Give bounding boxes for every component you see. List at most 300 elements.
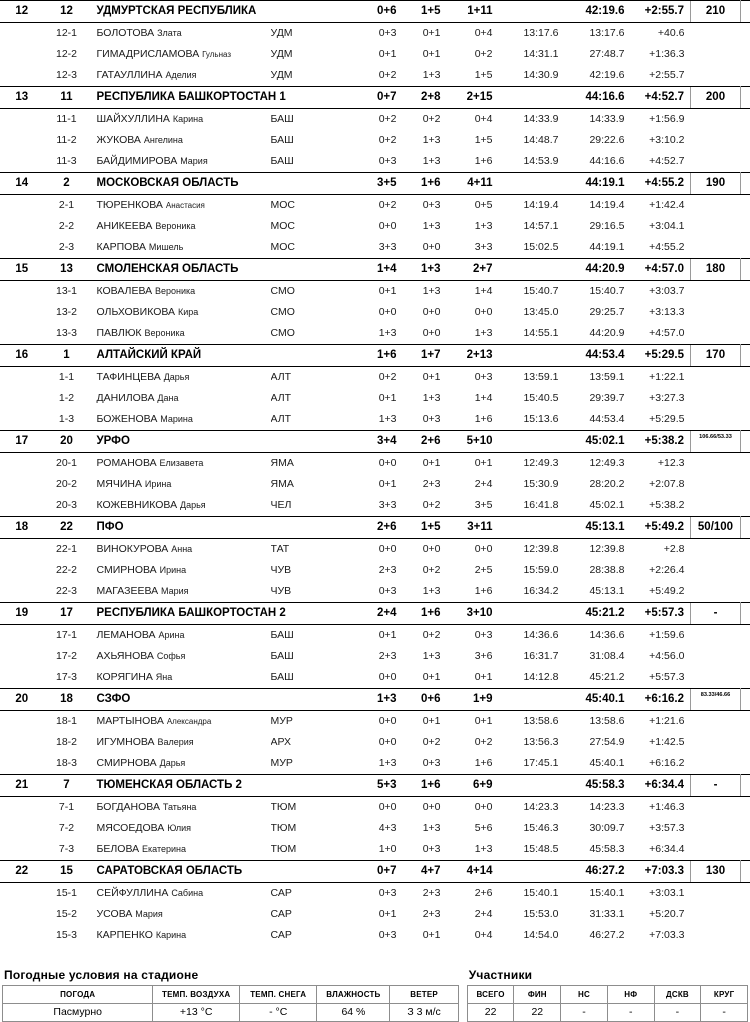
athlete-given-name: Вероника	[155, 221, 195, 231]
team-extra-cell	[741, 517, 750, 539]
athlete-shoot-2: 1+3	[403, 646, 447, 667]
athlete-region-abbr: ТЮМ	[271, 818, 319, 839]
athlete-total-time: 13:17.6	[565, 23, 631, 45]
athlete-surname: ОЛЬХОВИКОВА	[97, 306, 178, 318]
team-rank: 14	[1, 173, 43, 195]
athlete-row[interactable]	[1, 904, 750, 925]
athlete-shoot-2: 0+1	[403, 453, 447, 475]
team-bib: 20	[43, 431, 91, 453]
team-leg-time	[499, 173, 565, 195]
athlete-spacer	[1, 195, 43, 217]
athlete-extra-cell	[741, 753, 750, 775]
athlete-leg-number: 17-1	[43, 625, 91, 647]
athlete-row[interactable]	[1, 195, 750, 217]
athlete-leg-time: 15:02.5	[499, 237, 565, 259]
team-behind: +6:16.2	[631, 689, 691, 711]
athlete-extra-cell	[741, 409, 750, 431]
athlete-name	[91, 625, 271, 647]
team-behind: +5:29.5	[631, 345, 691, 367]
athlete-region-abbr: БАШ	[271, 109, 319, 131]
athlete-extra-cell	[741, 818, 750, 839]
athlete-points-cell	[691, 495, 741, 517]
athlete-name	[91, 839, 271, 861]
athlete-shoot-1: 0+3	[359, 925, 403, 946]
athlete-name	[91, 495, 271, 517]
athlete-spacer	[1, 323, 43, 345]
athlete-leg-number: 1-2	[43, 388, 91, 409]
team-row[interactable]	[1, 861, 750, 883]
athlete-total-time: 29:39.7	[565, 388, 631, 409]
athlete-row[interactable]	[1, 474, 750, 495]
athlete-gap-cell	[319, 797, 359, 819]
athlete-row[interactable]	[1, 495, 750, 517]
athlete-name	[91, 65, 271, 87]
team-shoot-1: 1+4	[359, 259, 403, 281]
athlete-shoot-1: 0+3	[359, 581, 403, 603]
team-row[interactable]	[1, 517, 750, 539]
athlete-extra-cell	[741, 883, 750, 905]
athlete-total-time: 15:40.7	[565, 281, 631, 303]
athlete-row[interactable]	[1, 44, 750, 65]
athlete-given-name: Дарья	[164, 372, 190, 382]
athlete-shoot-total: 1+6	[447, 151, 499, 173]
team-bib: 15	[43, 861, 91, 883]
athlete-shoot-total: 1+3	[447, 323, 499, 345]
athlete-region-abbr: СМО	[271, 302, 319, 323]
athlete-points-cell	[691, 130, 741, 151]
athlete-behind: +1:21.6	[631, 711, 691, 733]
athlete-shoot-1: 0+2	[359, 109, 403, 131]
athlete-points-cell	[691, 581, 741, 603]
athlete-row[interactable]	[1, 302, 750, 323]
athlete-surname: КОРЯГИНА	[97, 671, 156, 683]
athlete-given-name: Злата	[157, 28, 182, 38]
team-rank: 17	[1, 431, 43, 453]
athlete-row[interactable]	[1, 367, 750, 389]
athlete-row[interactable]	[1, 130, 750, 151]
athlete-gap-cell	[319, 839, 359, 861]
athlete-shoot-total: 0+0	[447, 539, 499, 561]
athlete-region-abbr: АРХ	[271, 732, 319, 753]
athlete-leg-time: 15:40.7	[499, 281, 565, 303]
athlete-leg-number: 7-1	[43, 797, 91, 819]
athlete-row[interactable]	[1, 323, 750, 345]
participants-value-cell: -	[561, 1004, 608, 1022]
athlete-extra-cell	[741, 797, 750, 819]
athlete-behind: +1:42.5	[631, 732, 691, 753]
athlete-leg-time: 12:49.3	[499, 453, 565, 475]
athlete-total-time: 29:16.5	[565, 216, 631, 237]
athlete-shoot-2: 0+2	[403, 495, 447, 517]
athlete-spacer	[1, 237, 43, 259]
athlete-total-time: 44:16.6	[565, 151, 631, 173]
athlete-leg-number: 22-1	[43, 539, 91, 561]
athlete-gap-cell	[319, 646, 359, 667]
team-total-time: 44:53.4	[565, 345, 631, 367]
athlete-row[interactable]	[1, 883, 750, 905]
athlete-leg-number: 18-2	[43, 732, 91, 753]
athlete-shoot-2: 0+2	[403, 732, 447, 753]
team-total-time: 45:40.1	[565, 689, 631, 711]
athlete-spacer	[1, 281, 43, 303]
athlete-points-cell	[691, 44, 741, 65]
athlete-given-name: Елизавета	[160, 458, 204, 468]
athlete-row[interactable]	[1, 23, 750, 45]
athlete-shoot-total: 0+0	[447, 797, 499, 819]
athlete-extra-cell	[741, 925, 750, 946]
athlete-gap-cell	[319, 753, 359, 775]
athlete-row[interactable]	[1, 839, 750, 861]
athlete-row[interactable]	[1, 281, 750, 303]
participants-value-cell: 22	[514, 1004, 561, 1022]
athlete-shoot-total: 2+6	[447, 883, 499, 905]
athlete-spacer	[1, 23, 43, 45]
team-points: 190	[691, 173, 741, 195]
athlete-extra-cell	[741, 625, 750, 647]
athlete-shoot-1: 0+0	[359, 216, 403, 237]
athlete-given-name: Яна	[156, 672, 172, 682]
athlete-shoot-2: 0+3	[403, 195, 447, 217]
athlete-behind: +3:04.1	[631, 216, 691, 237]
athlete-extra-cell	[741, 904, 750, 925]
team-total-time: 45:02.1	[565, 431, 631, 453]
team-behind: +2:55.7	[631, 1, 691, 23]
team-row[interactable]	[1, 775, 750, 797]
athlete-points-cell	[691, 753, 741, 775]
athlete-shoot-2: 0+1	[403, 367, 447, 389]
athlete-spacer	[1, 151, 43, 173]
athlete-leg-time: 15:48.5	[499, 839, 565, 861]
athlete-given-name: Ирина	[160, 565, 186, 575]
athlete-leg-number: 18-1	[43, 711, 91, 733]
athlete-given-name: Карина	[156, 930, 186, 940]
athlete-row[interactable]	[1, 711, 750, 733]
team-behind: +5:49.2	[631, 517, 691, 539]
athlete-region-abbr: МОС	[271, 216, 319, 237]
athlete-name	[91, 409, 271, 431]
athlete-shoot-total: 0+1	[447, 711, 499, 733]
athlete-spacer	[1, 367, 43, 389]
athlete-shoot-1: 1+0	[359, 839, 403, 861]
team-gap-cell	[319, 431, 359, 453]
athlete-behind: +3:13.3	[631, 302, 691, 323]
athlete-points-cell	[691, 625, 741, 647]
athlete-gap-cell	[319, 23, 359, 45]
athlete-name	[91, 195, 271, 217]
athlete-region-abbr: АЛТ	[271, 367, 319, 389]
athlete-extra-cell	[741, 44, 750, 65]
team-gap-cell	[319, 861, 359, 883]
athlete-leg-time: 14:55.1	[499, 323, 565, 345]
athlete-spacer	[1, 109, 43, 131]
athlete-points-cell	[691, 904, 741, 925]
athlete-row[interactable]	[1, 925, 750, 946]
athlete-gap-cell	[319, 302, 359, 323]
athlete-shoot-2: 0+1	[403, 44, 447, 65]
athlete-total-time: 28:20.2	[565, 474, 631, 495]
team-name: РЕСПУБЛИКА БАШКОРТОСТАН 1	[91, 87, 319, 109]
athlete-shoot-2: 0+0	[403, 302, 447, 323]
athlete-leg-time: 14:30.9	[499, 65, 565, 87]
team-gap-cell	[319, 775, 359, 797]
athlete-row[interactable]	[1, 625, 750, 647]
athlete-leg-number: 22-3	[43, 581, 91, 603]
athlete-surname: БОЛОТОВА	[97, 27, 158, 39]
athlete-leg-number: 13-2	[43, 302, 91, 323]
athlete-row[interactable]	[1, 581, 750, 603]
athlete-extra-cell	[741, 130, 750, 151]
athlete-region-abbr: УДМ	[271, 65, 319, 87]
weather-value-cell: 64 %	[317, 1004, 390, 1022]
athlete-leg-time: 17:45.1	[499, 753, 565, 775]
athlete-surname: МЯСОЕДОВА	[97, 822, 168, 834]
team-gap-cell	[319, 259, 359, 281]
team-shoot-total: 2+7	[447, 259, 499, 281]
athlete-name	[91, 130, 271, 151]
athlete-extra-cell	[741, 732, 750, 753]
athlete-behind: +4:56.0	[631, 646, 691, 667]
table-bottom-gap	[1, 946, 750, 964]
athlete-shoot-1: 0+2	[359, 367, 403, 389]
team-leg-time	[499, 689, 565, 711]
athlete-name	[91, 753, 271, 775]
athlete-leg-time: 15:59.0	[499, 560, 565, 581]
athlete-total-time: 44:20.9	[565, 323, 631, 345]
athlete-surname: АНИКЕЕВА	[97, 220, 156, 232]
team-shoot-1: 1+6	[359, 345, 403, 367]
team-rank: 13	[1, 87, 43, 109]
athlete-behind: +3:57.3	[631, 818, 691, 839]
athlete-row[interactable]	[1, 753, 750, 775]
athlete-row[interactable]	[1, 453, 750, 475]
athlete-leg-time: 13:58.6	[499, 711, 565, 733]
team-leg-time	[499, 603, 565, 625]
team-bib: 1	[43, 345, 91, 367]
athlete-row[interactable]	[1, 388, 750, 409]
athlete-gap-cell	[319, 495, 359, 517]
athlete-region-abbr: САР	[271, 904, 319, 925]
team-shoot-total: 4+14	[447, 861, 499, 883]
athlete-row[interactable]	[1, 216, 750, 237]
athlete-region-abbr: САР	[271, 883, 319, 905]
team-extra-cell	[741, 775, 750, 797]
team-shoot-2: 0+6	[403, 689, 447, 711]
team-leg-time	[499, 861, 565, 883]
athlete-shoot-2: 0+1	[403, 711, 447, 733]
team-row[interactable]	[1, 173, 750, 195]
team-behind: +6:34.4	[631, 775, 691, 797]
team-points: -	[691, 775, 741, 797]
athlete-points-cell	[691, 237, 741, 259]
athlete-points-cell	[691, 883, 741, 905]
athlete-shoot-1: 0+0	[359, 302, 403, 323]
athlete-shoot-total: 1+4	[447, 281, 499, 303]
athlete-total-time: 46:27.2	[565, 925, 631, 946]
athlete-extra-cell	[741, 539, 750, 561]
athlete-given-name: Дана	[157, 393, 178, 403]
weather-panel	[2, 968, 459, 1022]
footer-panels	[0, 968, 750, 1022]
athlete-shoot-2: 2+3	[403, 474, 447, 495]
athlete-given-name: Дарья	[180, 500, 206, 510]
athlete-region-abbr: УДМ	[271, 44, 319, 65]
athlete-region-abbr: БАШ	[271, 151, 319, 173]
team-shoot-2: 1+6	[403, 173, 447, 195]
athlete-extra-cell	[741, 302, 750, 323]
athlete-shoot-2: 0+1	[403, 925, 447, 946]
team-row[interactable]	[1, 87, 750, 109]
athlete-gap-cell	[319, 195, 359, 217]
athlete-surname: КОЖЕВНИКОВА	[97, 499, 181, 511]
athlete-shoot-total: 0+2	[447, 44, 499, 65]
athlete-region-abbr: ЧУВ	[271, 560, 319, 581]
athlete-given-name: Анастасия	[166, 201, 205, 210]
athlete-name	[91, 818, 271, 839]
athlete-leg-number: 11-3	[43, 151, 91, 173]
athlete-row[interactable]	[1, 237, 750, 259]
team-points: 130	[691, 861, 741, 883]
team-row[interactable]	[1, 345, 750, 367]
athlete-region-abbr: САР	[271, 925, 319, 946]
team-row[interactable]	[1, 1, 750, 23]
athlete-row[interactable]	[1, 797, 750, 819]
athlete-row[interactable]	[1, 818, 750, 839]
athlete-spacer	[1, 667, 43, 689]
team-rank: 12	[1, 1, 43, 23]
athlete-name	[91, 883, 271, 905]
athlete-surname: АХЬЯНОВА	[97, 650, 157, 662]
team-rank: 21	[1, 775, 43, 797]
athlete-shoot-1: 0+0	[359, 539, 403, 561]
team-leg-time	[499, 87, 565, 109]
athlete-spacer	[1, 581, 43, 603]
team-bib: 2	[43, 173, 91, 195]
team-bib: 17	[43, 603, 91, 625]
athlete-total-time: 14:23.3	[565, 797, 631, 819]
athlete-spacer	[1, 388, 43, 409]
athlete-surname: ЛЕМАНОВА	[97, 629, 159, 641]
athlete-points-cell	[691, 195, 741, 217]
athlete-shoot-2: 1+3	[403, 388, 447, 409]
athlete-name	[91, 539, 271, 561]
team-row[interactable]	[1, 603, 750, 625]
team-behind: +5:38.2	[631, 431, 691, 453]
athlete-row[interactable]	[1, 560, 750, 581]
team-behind: +7:03.3	[631, 861, 691, 883]
team-name: УДМУРТСКАЯ РЕСПУБЛИКА	[91, 1, 319, 23]
team-name: СЗФО	[91, 689, 319, 711]
athlete-shoot-total: 1+5	[447, 130, 499, 151]
team-shoot-1: 0+7	[359, 87, 403, 109]
weather-header-cell: ТЕМП. ВОЗДУХА	[153, 986, 240, 1004]
team-points: 210	[691, 1, 741, 23]
athlete-shoot-total: 1+3	[447, 839, 499, 861]
team-behind: +4:55.2	[631, 173, 691, 195]
athlete-shoot-2: 0+3	[403, 409, 447, 431]
athlete-shoot-1: 3+3	[359, 495, 403, 517]
team-shoot-1: 1+3	[359, 689, 403, 711]
team-leg-time	[499, 431, 565, 453]
athlete-region-abbr: ЯМА	[271, 453, 319, 475]
participants-header-cell: НФ	[607, 986, 654, 1004]
team-extra-cell	[741, 1, 750, 23]
athlete-row[interactable]	[1, 539, 750, 561]
athlete-shoot-total: 0+2	[447, 732, 499, 753]
athlete-spacer	[1, 302, 43, 323]
athlete-leg-time: 14:23.3	[499, 797, 565, 819]
athlete-total-time: 42:19.6	[565, 65, 631, 87]
athlete-row[interactable]	[1, 151, 750, 173]
athlete-spacer	[1, 883, 43, 905]
athlete-row[interactable]	[1, 109, 750, 131]
athlete-leg-time: 13:45.0	[499, 302, 565, 323]
athlete-shoot-2: 0+2	[403, 109, 447, 131]
participants-header-cell: ФИН	[514, 986, 561, 1004]
participants-table	[467, 985, 748, 1022]
athlete-shoot-2: 2+3	[403, 883, 447, 905]
athlete-shoot-1: 2+3	[359, 646, 403, 667]
athlete-leg-time: 16:34.2	[499, 581, 565, 603]
athlete-row[interactable]	[1, 667, 750, 689]
athlete-extra-cell	[741, 711, 750, 733]
team-gap-cell	[319, 1, 359, 23]
athlete-shoot-2: 0+2	[403, 625, 447, 647]
team-row[interactable]	[1, 431, 750, 453]
weather-title: Погодные условия на стадионе	[4, 968, 459, 982]
athlete-given-name: Ирина	[145, 479, 171, 489]
athlete-gap-cell	[319, 711, 359, 733]
athlete-name	[91, 646, 271, 667]
athlete-shoot-total: 5+6	[447, 818, 499, 839]
athlete-row[interactable]	[1, 732, 750, 753]
team-name: РЕСПУБЛИКА БАШКОРТОСТАН 2	[91, 603, 319, 625]
athlete-behind: +6:34.4	[631, 839, 691, 861]
athlete-surname: КОВАЛЕВА	[97, 285, 156, 297]
athlete-row[interactable]	[1, 646, 750, 667]
athlete-spacer	[1, 625, 43, 647]
athlete-behind: +2:55.7	[631, 65, 691, 87]
athlete-total-time: 15:40.1	[565, 883, 631, 905]
athlete-row[interactable]	[1, 409, 750, 431]
athlete-gap-cell	[319, 732, 359, 753]
athlete-gap-cell	[319, 130, 359, 151]
team-row[interactable]	[1, 689, 750, 711]
athlete-leg-time: 14:48.7	[499, 130, 565, 151]
results-body	[1, 1, 750, 965]
athlete-points-cell	[691, 323, 741, 345]
team-extra-cell	[741, 431, 750, 453]
athlete-extra-cell	[741, 667, 750, 689]
team-gap-cell	[319, 603, 359, 625]
athlete-leg-time: 13:17.6	[499, 23, 565, 45]
athlete-gap-cell	[319, 904, 359, 925]
team-shoot-total: 1+9	[447, 689, 499, 711]
athlete-shoot-1: 1+3	[359, 753, 403, 775]
athlete-points-cell	[691, 925, 741, 946]
team-row[interactable]	[1, 259, 750, 281]
participants-value-cell: -	[654, 1004, 701, 1022]
athlete-shoot-1: 4+3	[359, 818, 403, 839]
team-rank: 15	[1, 259, 43, 281]
athlete-leg-number: 13-3	[43, 323, 91, 345]
athlete-shoot-total: 1+5	[447, 65, 499, 87]
athlete-row[interactable]	[1, 65, 750, 87]
athlete-extra-cell	[741, 195, 750, 217]
athlete-shoot-total: 3+6	[447, 646, 499, 667]
athlete-name	[91, 797, 271, 819]
athlete-total-time: 14:33.9	[565, 109, 631, 131]
athlete-region-abbr: ТЮМ	[271, 839, 319, 861]
